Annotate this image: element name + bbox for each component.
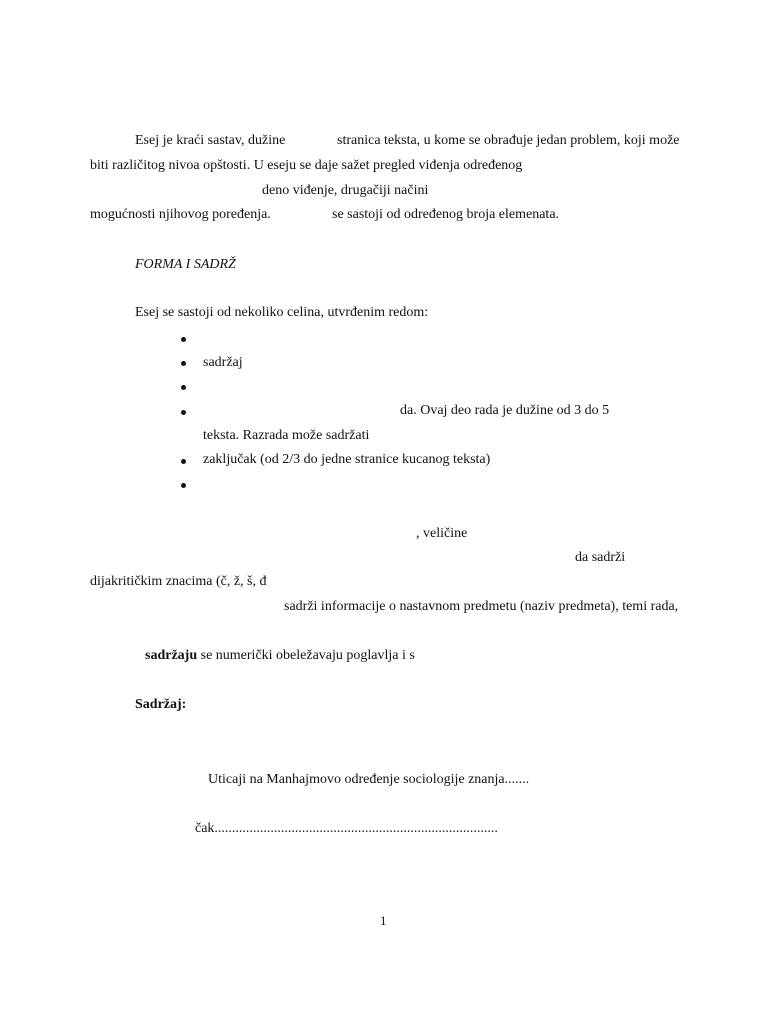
toc-note-bold: sadržaju: [145, 648, 198, 663]
list-item-4: da. Ovaj deo rada je dužine od 3 do 5: [400, 403, 610, 418]
toc-entry: čak.................................................................................: [195, 821, 498, 836]
format-line-1: , veličine: [416, 526, 468, 541]
bullet-marker: [181, 483, 186, 488]
format-line-2: da sadrži: [575, 550, 626, 565]
list-item-2: sadržaj: [203, 355, 243, 370]
intro-line-3: deno viđenje, drugačiji načini: [262, 183, 429, 198]
page-number: 1: [380, 913, 387, 928]
structure-intro: Esej se sastoji od nekoliko celina, utvrđenim redom:: [135, 305, 429, 320]
toc-note-rest: se numerički obeležavaju poglavlja i s: [197, 648, 415, 663]
toc-note: [145, 648, 415, 664]
toc-entry: Uticaji na Manhajmovo određenje sociologije znanja.......: [208, 772, 530, 787]
intro-line-1b: stranica teksta, u kome se obrađuje jedan problem, koji može: [337, 133, 680, 148]
bullet-marker: [181, 385, 186, 390]
intro-line-1a: Esej je kraći sastav, dužine: [135, 133, 286, 148]
section-heading: FORMA I SADRŽ: [135, 257, 236, 272]
toc-heading: Sadržaj:: [135, 697, 187, 712]
list-item-4-continued: teksta. Razrada može sadržati: [203, 428, 370, 443]
bullet-marker: [181, 361, 186, 366]
format-line-3: dijakritičkim znacima (č, ž, š, đ: [90, 574, 267, 589]
bullet-marker: [181, 410, 186, 415]
intro-line-2: biti različitog nivoa opštosti. U eseju se daje sažet pregled viđenja određenog: [90, 158, 523, 173]
bullet-marker: [181, 459, 186, 464]
list-item-5: zaključak (od 2/3 do jedne stranice kucanog teksta): [203, 452, 491, 467]
intro-line-4b: se sastoji od određenog broja elemenata.: [332, 207, 560, 222]
format-line-4: sadrži informacije o nastavnom predmetu (naziv predmeta), temi rada,: [284, 599, 679, 614]
intro-line-4a: mogućnosti njihovog poređenja.: [90, 207, 271, 222]
bullet-marker: [181, 337, 186, 342]
